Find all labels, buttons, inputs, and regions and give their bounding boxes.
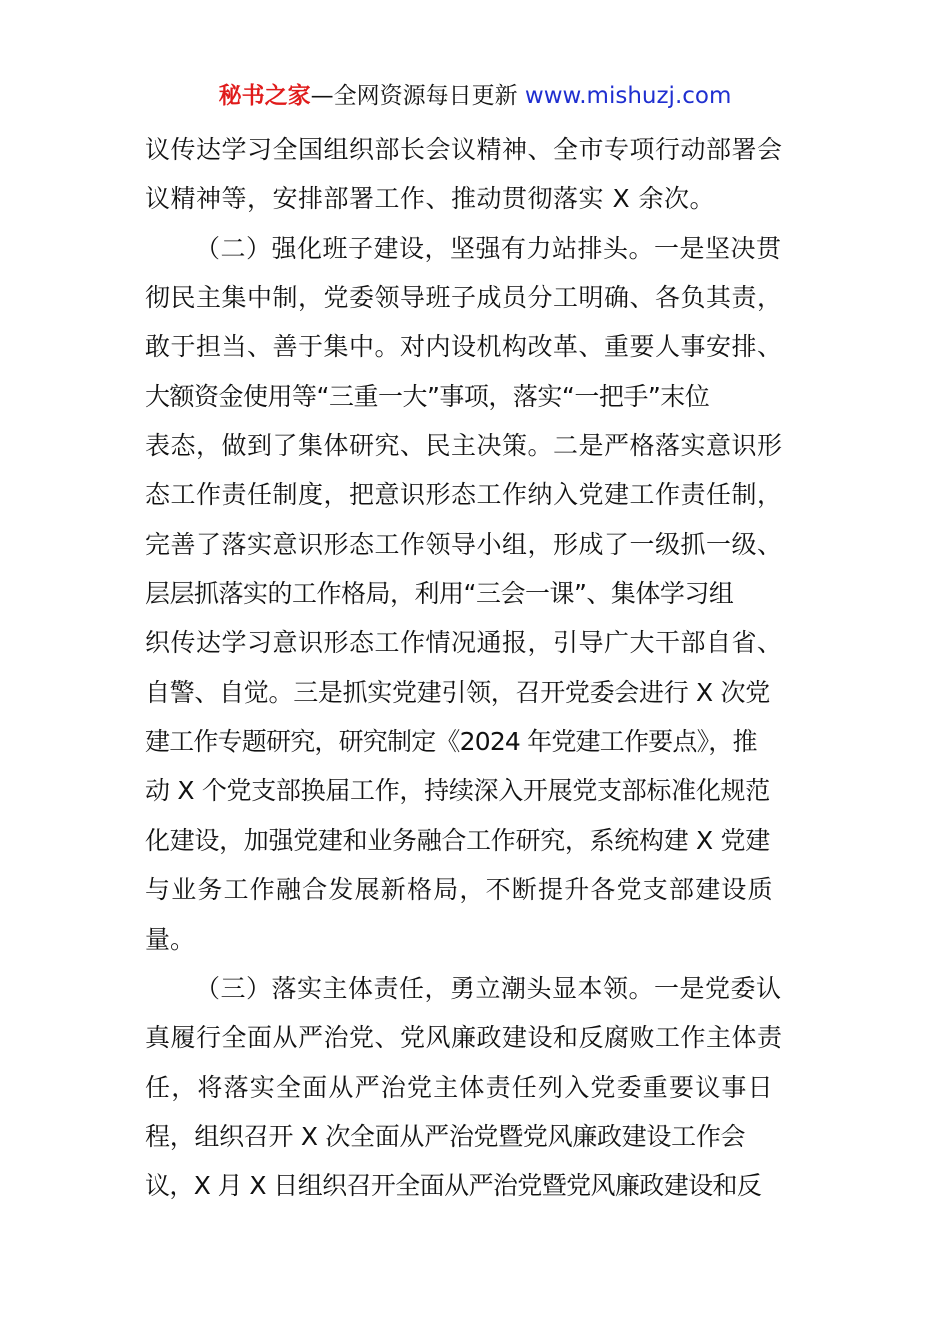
paragraph-heading-line: （二）强化班子建设，坚强有力站排头。一是坚决贯 bbox=[195, 233, 782, 263]
text-line: 敢于担当、善于集中。对内设机构改革、重要人事安排、 bbox=[145, 332, 783, 362]
site-url-link[interactable]: www.mishuzj.com bbox=[524, 83, 732, 109]
text-line: 织传达学习意识形态工作情况通报，引导广大干部自省、 bbox=[145, 628, 783, 658]
text-line: 动 X 个党支部换届工作，持续深入开展党支部标准化规范 bbox=[145, 776, 770, 806]
text-line: 彻民主集中制，党委领导班子成员分工明确、各负其责， bbox=[145, 283, 783, 313]
text-line: 量。 bbox=[145, 924, 196, 954]
brand-name: 秘书之家 bbox=[218, 83, 311, 109]
text-line: 真履行全面从严治党、党风廉政建设和反腐败工作主体责 bbox=[145, 1023, 783, 1053]
text-line: 自警、自觉。三是抓实党建引领，召开党委会进行 X 次党 bbox=[145, 677, 770, 707]
text-line: 议精神等，安排部署工作、推动贯彻落实 X 余次。 bbox=[145, 184, 716, 214]
text-line: 化建设，加强党建和业务融合工作研究，系统构建 X 党建 bbox=[145, 825, 770, 855]
text-line: 表态，做到了集体研究、民主决策。二是严格落实意识形 bbox=[145, 431, 783, 461]
text-line: 态工作责任制度，把意识形态工作纳入党建工作责任制， bbox=[145, 480, 783, 510]
text-line: 层层抓落实的工作格局，利用“三会一课”、集体学习组 bbox=[145, 579, 734, 609]
text-line: 与业务工作融合发展新格局，不断提升各党支部建设质 bbox=[145, 875, 774, 905]
text-line: 议，X 月 X 日组织召开全面从严治党暨党风廉政建设和反 bbox=[145, 1171, 762, 1201]
text-line: 议传达学习全国组织部长会议精神、全市专项行动部署会 bbox=[145, 135, 783, 164]
site-header bbox=[0, 80, 950, 112]
text-line: 大额资金使用等“三重一大”事项，落实“一把手”末位 bbox=[145, 381, 710, 411]
text-line: 程，组织召开 X 次全面从严治党暨党风廉政建设工作会 bbox=[145, 1121, 746, 1151]
header-tagline: —全网资源每日更新 bbox=[310, 83, 518, 109]
text-line: 任，将落实全面从严治党主体责任列入党委重要议事日 bbox=[145, 1072, 774, 1102]
paragraph-heading-line: （三）落实主体责任，勇立潮头显本领。一是党委认 bbox=[195, 973, 782, 1003]
text-line: 建工作专题研究，研究制定《2024 年党建工作要点》，推 bbox=[145, 727, 757, 757]
text-line: 完善了落实意识形态工作领导小组，形成了一级抓一级、 bbox=[145, 529, 783, 559]
document-body bbox=[145, 125, 810, 1211]
